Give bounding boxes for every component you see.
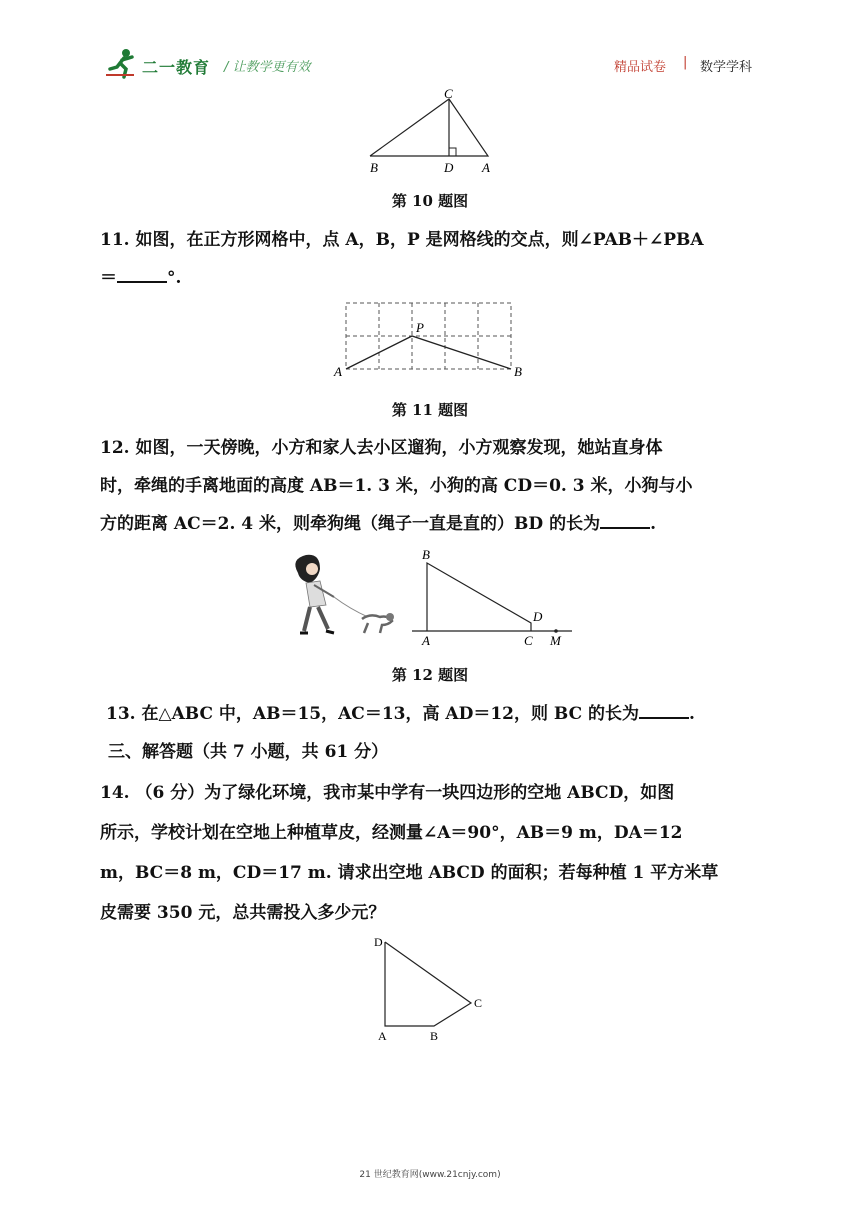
question-11-line1: 11. 如图，在正方形网格中，点 A，B，P 是网格线的交点，则∠PAB＋∠PBA — [100, 230, 704, 250]
footer: 21 世纪教育网(www.21cnjy.com) — [359, 1170, 501, 1180]
answer-blank-11[interactable] — [117, 263, 167, 283]
question-14-line4: 皮需要 350 元，总共需投入多少元？ — [100, 903, 386, 923]
svg-text:B: B — [370, 160, 378, 175]
question-14-line3: m，BC＝8 m，CD＝17 m. 请求出空地 ABCD 的面积；若每种植 1 平方米草 — [100, 863, 719, 883]
figure-11-caption: 第 11 题图 — [391, 401, 469, 419]
question-11 — [100, 221, 772, 297]
answer-blank-13[interactable] — [639, 699, 689, 719]
q12-line3-text: 方的距离 AC＝2. 4 米，则牵狗绳（绳子一直是直的）BD 的长为 — [100, 514, 601, 534]
slogan: / 让教学更有效 — [224, 60, 311, 75]
figure-10 — [360, 86, 510, 178]
svg-text:P: P — [416, 320, 424, 335]
svg-text:B: B — [422, 547, 430, 562]
svg-text:A: A — [422, 633, 430, 648]
svg-text:A: A — [378, 1029, 387, 1043]
svg-text:C: C — [474, 996, 483, 1010]
q13-suffix: . — [689, 704, 695, 724]
svg-text:B: B — [514, 364, 522, 379]
question-14-line1: 14. （6 分）为了绿化环境，我市某中学有一块四边形的空地 ABCD，如图 — [100, 783, 675, 803]
question-14-line2: 所示，学校计划在空地上种植草皮，经测量∠A＝90°，AB＝9 m，DA＝12 — [100, 823, 683, 843]
question-12 — [100, 429, 772, 543]
q13-text: 13. 在△ABC 中，AB＝15，AC＝13，高 AD＝12，则 BC 的长为 — [106, 704, 640, 724]
header-label: 精品试卷 — [614, 60, 667, 75]
svg-text:A: A — [482, 160, 490, 175]
question-13 — [106, 695, 778, 733]
section-heading: 三、解答题（共 7 小题，共 61 分） — [108, 742, 389, 762]
header — [0, 0, 860, 90]
question-11-line2 — [100, 259, 772, 297]
girl-walking-dog-illustration — [295, 555, 394, 633]
header-separator: | — [683, 55, 688, 70]
q12-suffix: . — [650, 514, 657, 534]
svg-text:A: A — [334, 364, 342, 379]
svg-text:C: C — [524, 633, 533, 648]
svg-text:M: M — [550, 633, 561, 648]
q11-eq: ＝ — [100, 268, 117, 288]
figure-11 — [330, 296, 530, 382]
question-12-line1: 12. 如图，一天傍晚，小方和家人去小区遛狗，小方观察发现，她站直身体 — [100, 438, 663, 458]
runner-logo-icon — [104, 47, 138, 79]
svg-text:D: D — [533, 609, 543, 624]
svg-text:B: B — [430, 1029, 439, 1043]
answer-blank-12[interactable] — [600, 509, 650, 529]
header-subject: 数学学科 — [700, 60, 753, 75]
figure-12 — [284, 545, 574, 655]
question-14 — [100, 773, 772, 933]
question-12-line3 — [100, 505, 772, 543]
question-12-line2: 时，牵绳的手离地面的高度 AB＝1. 3 米，小狗的高 CD＝0. 3 米，小狗与小 — [100, 476, 693, 496]
svg-text:D: D — [374, 935, 383, 949]
logo-text: 二一教育 — [142, 58, 211, 77]
figure-10-caption: 第 10 题图 — [391, 192, 469, 210]
svg-text:D: D — [444, 160, 454, 175]
svg-text:C: C — [444, 86, 453, 101]
figure-14 — [368, 932, 498, 1047]
q11-suffix: °. — [167, 268, 182, 288]
figure-12-caption: 第 12 题图 — [391, 666, 469, 684]
